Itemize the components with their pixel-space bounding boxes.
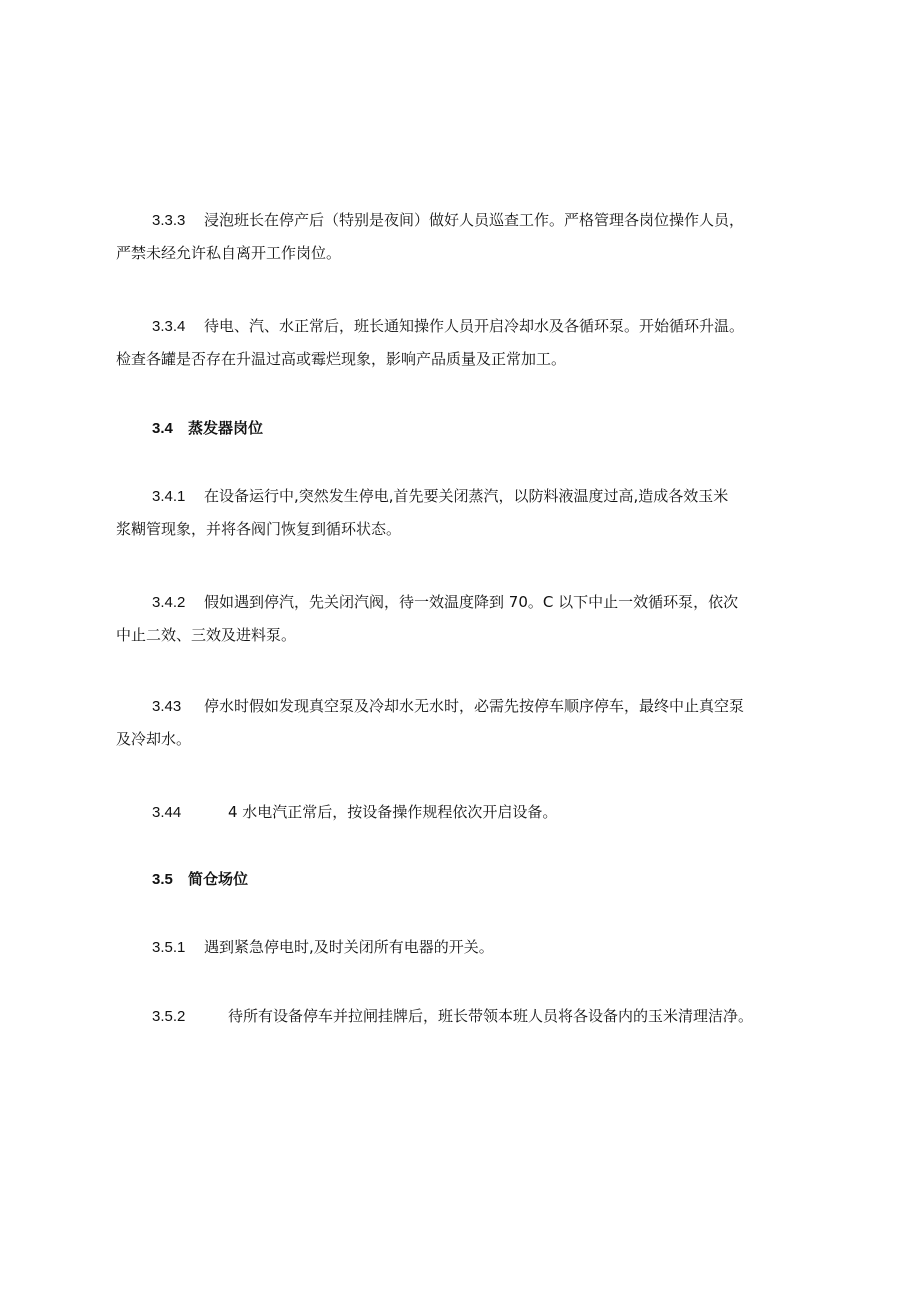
section-number: 3.4 [152,420,173,437]
paragraph-line: 浆糊管现象，并将各阀门恢复到循环状态。 [116,520,402,538]
paragraph-text: 4 水电汽正常后，按设备操作规程依次开启设备。 [228,803,558,821]
section-number: 3.44 [152,804,182,821]
paragraph-line [116,480,820,513]
paragraph-3-3-3 [116,204,820,270]
section-number: 3.5 [152,871,173,888]
paragraph-line [116,931,820,964]
paragraph-text: 待所有设备停车并拉闸挂牌后，班长带领本班人员将各设备内的玉米清理洁净。 [228,1007,754,1025]
section-number: 3.5.2 [152,1008,186,1025]
paragraph-line: 及冷却水。 [116,730,192,748]
paragraph-line [116,690,820,723]
paragraph-3-4-1 [116,480,820,546]
paragraph-line [116,586,820,619]
paragraph-text: 待电、汽、水正常后，班长通知操作人员开启冷却水及各循环泵。开始循环升温。 [204,317,745,335]
paragraph-text: 假如遇到停汽，先关闭汽阀，待一效温度降到 70。C 以下中止一效循环泵，依次 [204,593,739,611]
section-number: 3.4.2 [152,594,186,611]
paragraph-line: 严禁未经允许私自离开工作岗位。 [116,244,342,262]
paragraph-text: 遇到紧急停电时,及时关闭所有电器的开关。 [204,938,494,956]
section-number: 3.43 [152,698,182,715]
paragraph-3-3-4 [116,310,820,376]
paragraph-line [116,310,820,343]
paragraph-line: 检查各罐是否存在升温过高或霉烂现象，影响产品质量及正常加工。 [116,350,567,368]
section-heading-3-5 [152,863,248,896]
paragraph-3-4-4 [116,796,820,829]
paragraph-line [116,1000,820,1033]
paragraph-text: 在设备运行中,突然发生停电,首先要关闭蒸汽，以防料液温度过高,造成各效玉米 [204,487,729,505]
section-heading-3-4 [152,412,263,445]
section-number: 3.3.3 [152,212,186,229]
paragraph-3-5-2 [116,1000,820,1033]
paragraph-line [116,204,820,237]
section-number: 3.3.4 [152,318,186,335]
paragraph-3-4-2 [116,586,820,652]
paragraph-line [116,796,820,829]
section-title: 简仓场位 [188,870,249,888]
paragraph-text: 浸泡班长在停产后（特别是夜间）做好人员巡查工作。严格管理各岗位操作人员， [204,211,745,229]
section-number: 3.4.1 [152,488,186,505]
section-number: 3.5.1 [152,939,186,956]
paragraph-line: 中止二效、三效及进料泵。 [116,626,297,644]
section-title: 蒸发器岗位 [188,419,264,437]
paragraph-text: 停水时假如发现真空泵及冷却水无水时，必需先按停车顺序停车，最终中止真空泵 [204,697,745,715]
paragraph-3-4-3 [116,690,820,756]
paragraph-3-5-1 [116,931,820,964]
